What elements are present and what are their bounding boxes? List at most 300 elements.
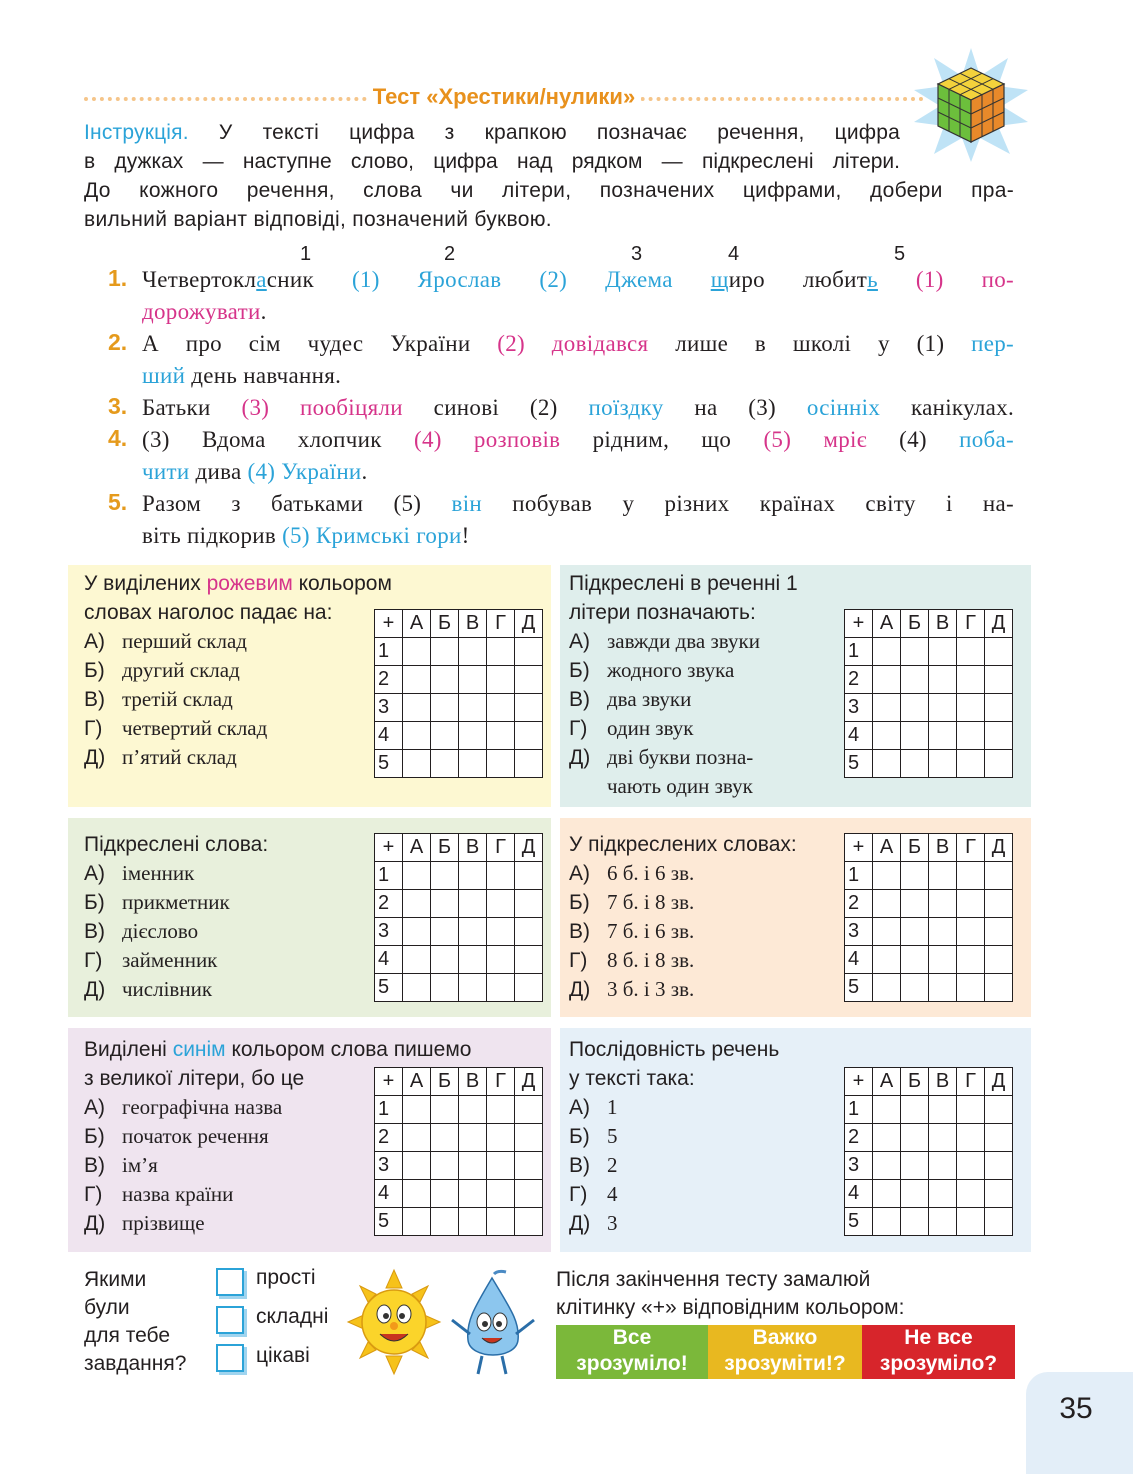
panel-question [569, 830, 797, 1004]
grid-row [375, 694, 543, 722]
grid-header-cell: Д [515, 834, 543, 862]
grid-answer-cell[interactable] [901, 1124, 929, 1152]
grid-answer-cell[interactable] [459, 1124, 487, 1152]
grid-header-cell: В [459, 834, 487, 862]
option [84, 685, 392, 714]
grid-answer-cell[interactable] [431, 1096, 459, 1124]
pink-word: дорожувати [142, 299, 261, 324]
grid-row [375, 890, 543, 918]
grid-answer-cell[interactable] [431, 694, 459, 722]
grid-row [375, 1152, 543, 1180]
grid-header-row [375, 834, 543, 862]
grid-answer-cell[interactable] [515, 890, 543, 918]
text: лише в школі у (1) [648, 331, 972, 356]
grid-row-number: 1 [845, 862, 873, 890]
grid-row-number: 1 [375, 1096, 403, 1124]
grid-answer-cell[interactable] [929, 1124, 957, 1152]
grid-answer-cell[interactable] [873, 694, 901, 722]
grid-answer-cell[interactable] [985, 974, 1013, 1002]
grid-answer-cell[interactable] [487, 918, 515, 946]
grid-answer-cell[interactable] [873, 1180, 901, 1208]
grid-answer-cell[interactable] [985, 722, 1013, 750]
grid-answer-cell[interactable] [957, 1124, 985, 1152]
grid-answer-cell[interactable] [431, 918, 459, 946]
grid-answer-cell[interactable] [929, 666, 957, 694]
grid-answer-cell[interactable] [487, 722, 515, 750]
grid-answer-cell[interactable] [487, 750, 515, 778]
blue-word: (5) Кримські гори [282, 523, 462, 548]
grid-answer-cell[interactable] [403, 890, 431, 918]
option [569, 1122, 779, 1151]
option-text: 2 [607, 1153, 618, 1177]
option [569, 975, 797, 1004]
grid-answer-cell[interactable] [459, 722, 487, 750]
grid-answer-cell[interactable] [487, 1180, 515, 1208]
option [84, 917, 268, 946]
checkbox-easy[interactable] [216, 1268, 244, 1296]
grid-answer-cell[interactable] [929, 1096, 957, 1124]
grid-row [375, 1096, 543, 1124]
grid-answer-cell[interactable] [403, 666, 431, 694]
text: завдання? [84, 1352, 187, 1375]
text: А про сім чудес України [142, 331, 498, 356]
grid-answer-cell[interactable] [403, 1180, 431, 1208]
grid-answer-cell[interactable] [957, 918, 985, 946]
grid-answer-cell[interactable] [929, 890, 957, 918]
grid-row-number: 5 [845, 1208, 873, 1236]
grid-answer-cell[interactable] [929, 1208, 957, 1236]
text: для тебе [84, 1324, 171, 1347]
text: канікулах. [880, 395, 1015, 420]
grid-answer-cell[interactable] [403, 974, 431, 1002]
option-text: один звук [607, 716, 694, 740]
grid-answer-cell[interactable] [403, 722, 431, 750]
pink-word: (2) довідався [497, 331, 649, 356]
grid-answer-cell[interactable] [459, 638, 487, 666]
grid-answer-cell[interactable] [487, 862, 515, 890]
grid-row [845, 666, 1013, 694]
option-letter: А) [84, 862, 105, 885]
grid-row-number: 1 [375, 638, 403, 666]
grid-answer-cell[interactable] [431, 1180, 459, 1208]
text: Послідовність речень [569, 1038, 780, 1061]
checkbox-hard[interactable] [216, 1306, 244, 1334]
grid-answer-cell[interactable] [403, 750, 431, 778]
grid-answer-cell[interactable] [459, 1180, 487, 1208]
text: зрозуміло? [879, 1352, 998, 1375]
grid-header-cell: Д [515, 610, 543, 638]
grid-answer-cell[interactable] [929, 974, 957, 1002]
grid-row-number: 5 [375, 750, 403, 778]
text: кольором [292, 572, 392, 595]
grid-answer-cell[interactable] [901, 666, 929, 694]
blue-word: він [451, 491, 482, 516]
sentence-1-line2 [142, 296, 1014, 328]
grid-header-cell: А [873, 610, 901, 638]
grid-answer-cell[interactable] [985, 666, 1013, 694]
grid-answer-cell[interactable] [957, 890, 985, 918]
option-text: прикметник [122, 890, 230, 914]
text: . [361, 459, 368, 484]
grid-row-number: 3 [375, 1152, 403, 1180]
option [569, 1180, 779, 1209]
sentence-5-line2 [142, 520, 1014, 552]
grid-answer-cell[interactable] [929, 638, 957, 666]
grid-answer-cell[interactable] [929, 1180, 957, 1208]
grid-answer-cell[interactable] [459, 694, 487, 722]
grid-answer-cell[interactable] [901, 722, 929, 750]
grid-answer-cell[interactable] [403, 1208, 431, 1236]
grid-answer-cell[interactable] [431, 666, 459, 694]
grid-answer-cell[interactable] [431, 946, 459, 974]
page-title: Тест «Хрестики/нулики» [84, 84, 924, 110]
grid-answer-cell[interactable] [957, 750, 985, 778]
sentence-number: 5. [108, 489, 128, 515]
blue-word: ший [142, 363, 186, 388]
grid-answer-cell[interactable] [957, 1096, 985, 1124]
grid-header-cell: В [929, 834, 957, 862]
grid-answer-cell[interactable] [985, 638, 1013, 666]
grid-answer-cell[interactable] [985, 890, 1013, 918]
pink-word: (4) розповів [413, 427, 561, 452]
grid-answer-cell[interactable] [403, 1096, 431, 1124]
grid-row [845, 890, 1013, 918]
grid-answer-cell[interactable] [459, 666, 487, 694]
option-letter: В) [84, 688, 105, 711]
water-drop-character-icon [444, 1264, 540, 1380]
grid-answer-cell[interactable] [515, 946, 543, 974]
grid-answer-cell[interactable] [985, 694, 1013, 722]
grid-answer-cell[interactable] [515, 1180, 543, 1208]
option-text: п’ятий склад [122, 745, 237, 769]
grid-header-cell: Г [957, 834, 985, 862]
blue-word: Ярослав [417, 267, 502, 292]
text: У виділених [84, 572, 207, 595]
grid-answer-cell[interactable] [403, 946, 431, 974]
grid-row-number: 4 [375, 946, 403, 974]
option-letter: Б) [569, 1125, 590, 1148]
grid-answer-cell[interactable] [515, 694, 543, 722]
grid-header-cell: А [873, 834, 901, 862]
grid-answer-cell[interactable] [515, 974, 543, 1002]
grid-answer-cell[interactable] [901, 1208, 929, 1236]
option-text: 4 [607, 1182, 618, 1206]
option-text: 5 [607, 1124, 618, 1148]
over-number: 5 [894, 243, 906, 265]
grid-answer-cell[interactable] [403, 1152, 431, 1180]
grid-answer-cell[interactable] [431, 722, 459, 750]
grid-row [845, 974, 1013, 1002]
grid-answer-cell[interactable] [515, 1096, 543, 1124]
grid-answer-cell[interactable] [431, 862, 459, 890]
grid-row [375, 1208, 543, 1236]
grid-row [375, 722, 543, 750]
grid-answer-cell[interactable] [515, 666, 543, 694]
grid-answer-cell[interactable] [487, 1096, 515, 1124]
text: ! [461, 523, 470, 548]
grid-answer-cell[interactable] [515, 918, 543, 946]
grid-answer-cell[interactable] [431, 750, 459, 778]
grid-row-number: 3 [845, 694, 873, 722]
grid-answer-cell[interactable] [431, 1208, 459, 1236]
grid-answer-cell[interactable] [515, 1152, 543, 1180]
text: Разом з батьками (5) [142, 491, 452, 516]
instruction-line4: вильний варіант відповіді, позначений буквою. [84, 208, 552, 231]
grid-answer-cell[interactable] [431, 974, 459, 1002]
over-number: 3 [631, 243, 643, 265]
text: Четвертокл [142, 267, 257, 292]
grid-answer-cell[interactable] [901, 1180, 929, 1208]
text: словах наголос падає на: [84, 601, 333, 624]
grid-answer-cell[interactable] [929, 1152, 957, 1180]
grid-answer-cell[interactable] [431, 638, 459, 666]
option-letter: А) [84, 1096, 105, 1119]
grid-answer-cell[interactable] [957, 1152, 985, 1180]
grid-answer-cell[interactable] [985, 1124, 1013, 1152]
option-letter: Г) [569, 1183, 588, 1206]
option-text: 8 б. і 8 зв. [607, 948, 695, 972]
grid-answer-cell[interactable] [957, 638, 985, 666]
grid-answer-cell[interactable] [929, 946, 957, 974]
text: У підкреслених словах: [569, 833, 797, 856]
option-letter: Г) [84, 717, 103, 740]
grid-answer-cell[interactable] [403, 862, 431, 890]
grid-answer-cell[interactable] [957, 694, 985, 722]
grid-answer-cell[interactable] [873, 1124, 901, 1152]
underlined-letter: ь [867, 267, 878, 292]
answer-grid [844, 833, 1013, 1002]
grid-answer-cell[interactable] [901, 750, 929, 778]
option-text: другий склад [122, 658, 240, 682]
grid-header-cell: + [845, 610, 873, 638]
grid-row [845, 918, 1013, 946]
grid-answer-cell[interactable] [515, 1208, 543, 1236]
over-number: 2 [444, 243, 456, 265]
grid-answer-cell[interactable] [901, 918, 929, 946]
grid-answer-cell[interactable] [929, 694, 957, 722]
grid-header-cell: Г [487, 834, 515, 862]
blue-word: осінніх [806, 395, 881, 420]
pink-word: рожевим [206, 572, 293, 595]
text: Підкреслені слова: [84, 833, 269, 856]
grid-row-number: 4 [375, 1180, 403, 1208]
grid-answer-cell[interactable] [459, 750, 487, 778]
grid-answer-cell[interactable] [873, 1152, 901, 1180]
grid-answer-cell[interactable] [901, 974, 929, 1002]
grid-answer-cell[interactable] [985, 1096, 1013, 1124]
option-letter: Б) [569, 659, 590, 682]
option-text: жодного звука [607, 658, 735, 682]
grid-answer-cell[interactable] [487, 638, 515, 666]
option-text: назва країни [122, 1182, 234, 1206]
text: з великої літери, бо це [84, 1067, 305, 1090]
grid-answer-cell[interactable] [901, 694, 929, 722]
grid-answer-cell[interactable] [873, 638, 901, 666]
option-text: 6 б. і 6 зв. [607, 861, 695, 885]
grid-answer-cell[interactable] [957, 862, 985, 890]
grid-row-number: 2 [845, 890, 873, 918]
option-letter: Д) [84, 1212, 106, 1235]
grid-answer-cell[interactable] [515, 750, 543, 778]
pink-word: по- [981, 267, 1014, 292]
grid-answer-cell[interactable] [431, 890, 459, 918]
grid-answer-cell[interactable] [487, 946, 515, 974]
text: зрозуміти!? [724, 1352, 846, 1375]
option [569, 888, 797, 917]
grid-header-cell: + [375, 610, 403, 638]
rubik-cube-icon [912, 46, 1030, 164]
grid-answer-cell[interactable] [957, 946, 985, 974]
option [569, 1209, 779, 1238]
option-text: завжди два звуки [607, 629, 760, 653]
grid-row [845, 750, 1013, 778]
grid-answer-cell[interactable] [985, 750, 1013, 778]
choice-label: цікаві [256, 1344, 310, 1367]
grid-answer-cell[interactable] [403, 638, 431, 666]
option-text: два звуки [607, 687, 692, 711]
grid-answer-cell[interactable] [985, 918, 1013, 946]
grid-answer-cell[interactable] [515, 638, 543, 666]
grid-row-number: 4 [845, 722, 873, 750]
grid-answer-cell[interactable] [459, 974, 487, 1002]
checkbox-interesting[interactable] [216, 1344, 244, 1372]
grid-answer-cell[interactable] [431, 1124, 459, 1152]
grid-answer-cell[interactable] [873, 862, 901, 890]
grid-answer-cell[interactable] [957, 722, 985, 750]
option-text: прізвище [122, 1211, 205, 1235]
text: Якими [84, 1268, 147, 1291]
grid-answer-cell[interactable] [901, 890, 929, 918]
grid-answer-cell[interactable] [515, 862, 543, 890]
blue-word: чити [142, 459, 190, 484]
option-text: іменник [122, 861, 195, 885]
sentence-4-line2 [142, 456, 1014, 488]
title-row [84, 84, 924, 112]
option-letter: А) [569, 862, 590, 885]
sentence-2-line2 [142, 360, 1014, 392]
option [569, 1151, 779, 1180]
grid-answer-cell[interactable] [459, 862, 487, 890]
grid-answer-cell[interactable] [403, 1124, 431, 1152]
grid-answer-cell[interactable] [901, 1096, 929, 1124]
text: віть підкорив [142, 523, 283, 548]
feedback-question [84, 1266, 186, 1378]
grid-header-cell: Г [957, 1068, 985, 1096]
text: побував у різних країнах світу і на- [482, 491, 1015, 516]
grid-answer-cell[interactable] [487, 694, 515, 722]
grid-answer-cell[interactable] [985, 862, 1013, 890]
grid-answer-cell[interactable] [459, 1208, 487, 1236]
option-letter: Б) [84, 659, 105, 682]
grid-answer-cell[interactable] [901, 862, 929, 890]
grid-answer-cell[interactable] [459, 1152, 487, 1180]
over-number: 4 [728, 243, 740, 265]
grid-answer-cell[interactable] [459, 1096, 487, 1124]
grid-answer-cell[interactable] [487, 666, 515, 694]
grid-header-cell: Б [431, 1068, 459, 1096]
answer-grid [374, 1067, 543, 1236]
grid-answer-cell[interactable] [957, 666, 985, 694]
grid-answer-cell[interactable] [985, 1152, 1013, 1180]
grid-answer-cell[interactable] [487, 890, 515, 918]
blue-word: Джема [605, 267, 673, 292]
grid-answer-cell[interactable] [873, 666, 901, 694]
sentence-number: 2. [108, 329, 128, 355]
grid-answer-cell[interactable] [459, 890, 487, 918]
grid-answer-cell[interactable] [957, 974, 985, 1002]
option-text: дві букви позна- [607, 745, 754, 769]
text: Все [612, 1326, 652, 1349]
option-text: початок речення [122, 1124, 269, 1148]
grid-answer-cell[interactable] [873, 974, 901, 1002]
grid-answer-cell[interactable] [873, 946, 901, 974]
grid-answer-cell[interactable] [487, 1152, 515, 1180]
option-letter: В) [569, 920, 590, 943]
text: Підкреслені в реченні 1 [569, 572, 798, 595]
grid-answer-cell[interactable] [403, 694, 431, 722]
grid-answer-cell[interactable] [459, 946, 487, 974]
grid-answer-cell[interactable] [985, 1180, 1013, 1208]
grid-answer-cell[interactable] [459, 918, 487, 946]
grid-answer-cell[interactable] [873, 722, 901, 750]
grid-answer-cell[interactable] [929, 862, 957, 890]
sentence-number: 4. [108, 425, 128, 451]
grid-answer-cell[interactable] [431, 1152, 459, 1180]
grid-answer-cell[interactable] [515, 722, 543, 750]
grid-answer-cell[interactable] [515, 1124, 543, 1152]
grid-answer-cell[interactable] [901, 638, 929, 666]
grid-header-cell: А [873, 1068, 901, 1096]
grid-answer-cell[interactable] [929, 750, 957, 778]
grid-answer-cell[interactable] [901, 1152, 929, 1180]
grid-answer-cell[interactable] [929, 722, 957, 750]
grid-answer-cell[interactable] [985, 946, 1013, 974]
grid-answer-cell[interactable] [985, 1208, 1013, 1236]
grid-header-row [845, 834, 1013, 862]
grid-header-cell: Б [431, 834, 459, 862]
grid-row-number: 2 [375, 666, 403, 694]
grid-answer-cell[interactable] [873, 890, 901, 918]
grid-answer-cell[interactable] [957, 1208, 985, 1236]
grid-answer-cell[interactable] [487, 1124, 515, 1152]
text: зрозуміло! [576, 1352, 688, 1375]
grid-header-cell: Г [957, 610, 985, 638]
option-letter: В) [84, 920, 105, 943]
legend-unclear [862, 1325, 1015, 1379]
option-letter: А) [569, 1096, 590, 1119]
text: (1) [877, 267, 982, 292]
option [84, 743, 392, 772]
grid-row [375, 1180, 543, 1208]
grid-answer-cell[interactable] [957, 1180, 985, 1208]
grid-header-cell: Д [985, 1068, 1013, 1096]
grid-answer-cell[interactable] [929, 918, 957, 946]
option-letter: Д) [569, 1212, 591, 1235]
grid-answer-cell[interactable] [487, 1208, 515, 1236]
grid-header-cell: А [403, 1068, 431, 1096]
answer-grid [844, 609, 1013, 778]
choice-label: складні [256, 1305, 329, 1328]
grid-answer-cell[interactable] [873, 918, 901, 946]
underlined-letter: щ [710, 267, 729, 292]
grid-answer-cell[interactable] [901, 946, 929, 974]
instruction-rest [84, 176, 1014, 234]
grid-answer-cell[interactable] [403, 918, 431, 946]
grid-answer-cell[interactable] [487, 974, 515, 1002]
grid-answer-cell[interactable] [873, 1208, 901, 1236]
grid-answer-cell[interactable] [873, 1096, 901, 1124]
grid-answer-cell[interactable] [873, 750, 901, 778]
